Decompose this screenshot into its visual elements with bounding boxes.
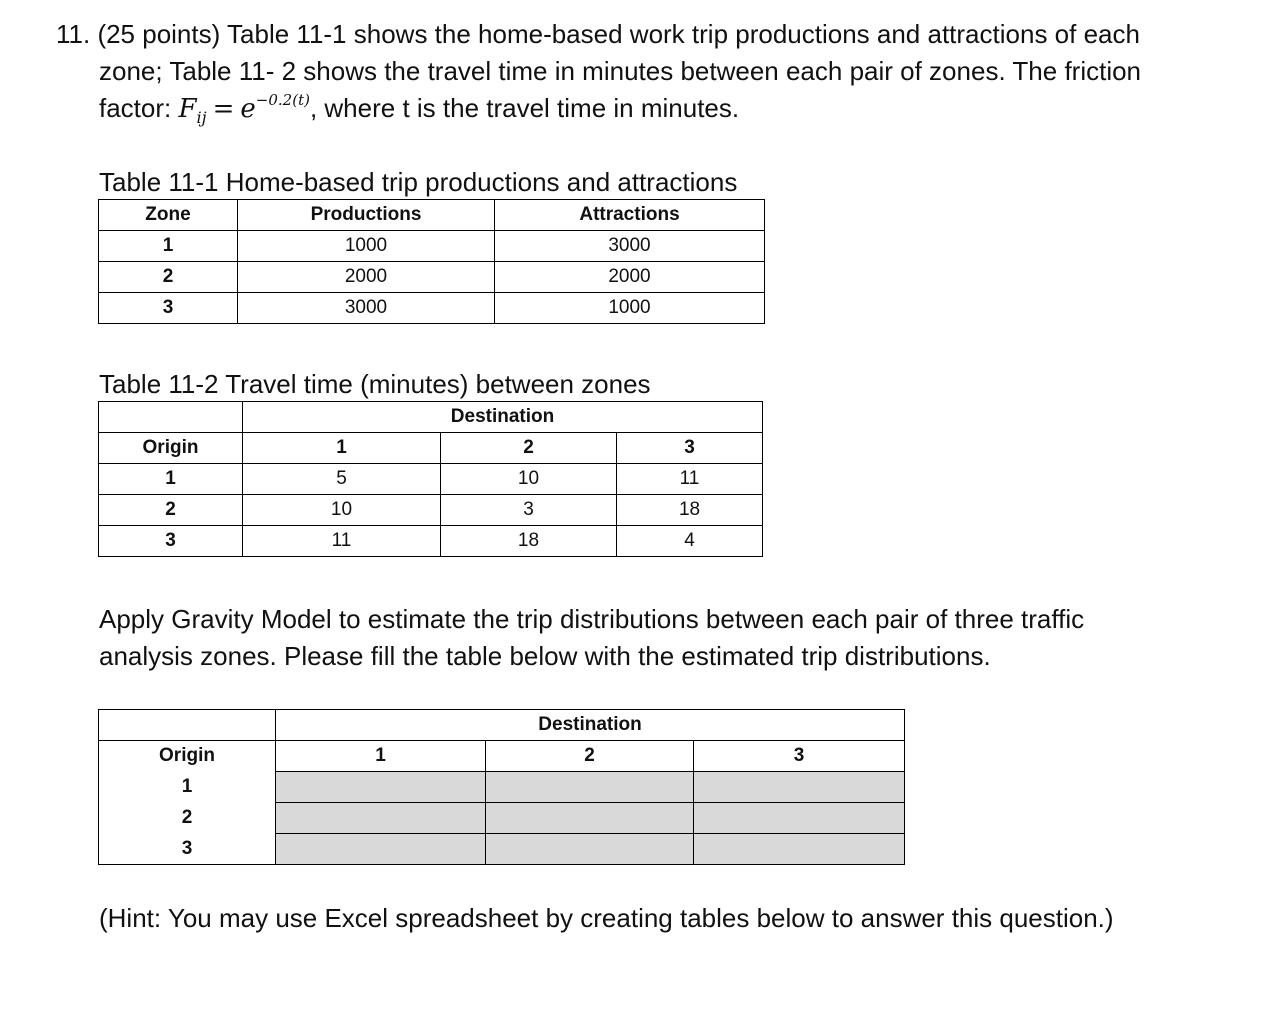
question-line-2: zone; Table 11- 2 shows the travel time in minutes between each pair of zones. The friction — [99, 56, 1142, 86]
zone-cell: 3 — [99, 293, 238, 324]
trip-distribution-answer-table — [98, 709, 905, 865]
travel-time-cell: 18 — [617, 495, 763, 526]
header-origin: Origin — [99, 741, 276, 772]
answer-cell-1-2[interactable] — [486, 772, 694, 803]
table-row — [99, 772, 905, 803]
origin-cell: 2 — [99, 803, 276, 834]
attractions-cell: 2000 — [495, 262, 765, 293]
instruction-line-1: Apply Gravity Model to estimate the trip distributions between each pair of three traffic — [99, 604, 1085, 634]
answer-cell-1-3[interactable] — [694, 772, 905, 803]
answer-cell-3-2[interactable] — [486, 834, 694, 865]
answer-cell-2-3[interactable] — [694, 803, 905, 834]
question-line-1: 11. (25 points) Table 11-1 shows the home-based work trip productions and attractions of each — [56, 19, 1140, 49]
table-row — [99, 262, 765, 293]
table-header-row — [99, 741, 905, 772]
group-header-row — [99, 402, 763, 433]
header-productions: Productions — [238, 200, 495, 231]
corner-cell — [99, 710, 276, 741]
destination-group-header: Destination — [276, 710, 905, 741]
origin-cell: 3 — [99, 834, 276, 865]
productions-cell: 2000 — [238, 262, 495, 293]
header-destination-2: 2 — [441, 433, 617, 464]
travel-time-table — [98, 401, 763, 557]
origin-cell: 1 — [99, 772, 276, 803]
attractions-cell: 1000 — [495, 293, 765, 324]
header-destination-2: 2 — [486, 741, 694, 772]
travel-time-cell: 10 — [243, 495, 441, 526]
travel-time-cell: 4 — [617, 526, 763, 557]
friction-label: factor: — [99, 93, 179, 123]
table-row — [99, 834, 905, 865]
table2-caption: Table 11-2 Travel time (minutes) between zones — [99, 369, 651, 399]
travel-time-cell: 11 — [617, 464, 763, 495]
instruction-line-2: analysis zones. Please fill the table below with the estimated trip distributions. — [99, 641, 991, 671]
table-row — [99, 231, 765, 262]
header-attractions: Attractions — [495, 200, 765, 231]
travel-time-cell: 11 — [243, 526, 441, 557]
table-row — [99, 495, 763, 526]
header-origin: Origin — [99, 433, 243, 464]
travel-time-cell: 5 — [243, 464, 441, 495]
table-row — [99, 803, 905, 834]
travel-time-cell: 10 — [441, 464, 617, 495]
corner-cell — [99, 402, 243, 433]
header-destination-1: 1 — [276, 741, 486, 772]
hint-text: (Hint: You may use Excel spreadsheet by creating tables below to answer this question.) — [99, 903, 1114, 933]
formula-exponent: −0.2(t) — [255, 91, 310, 109]
group-header-row — [99, 710, 905, 741]
formula-lhs-subscript: ij — [196, 108, 207, 127]
question-text — [56, 16, 1216, 128]
zone-cell: 1 — [99, 231, 238, 262]
answer-cell-1-1[interactable] — [276, 772, 486, 803]
destination-group-header: Destination — [243, 402, 763, 433]
answer-cell-2-2[interactable] — [486, 803, 694, 834]
table-row — [99, 464, 763, 495]
answer-cell-2-1[interactable] — [276, 803, 486, 834]
header-destination-3: 3 — [617, 433, 763, 464]
productions-cell: 1000 — [238, 231, 495, 262]
productions-cell: 3000 — [238, 293, 495, 324]
table-header-row — [99, 200, 765, 231]
table-row — [99, 526, 763, 557]
instruction-text — [99, 601, 1084, 675]
formula-base: e — [240, 94, 256, 124]
attractions-cell: 3000 — [495, 231, 765, 262]
friction-formula — [178, 91, 310, 127]
table-row — [99, 293, 765, 324]
origin-cell: 3 — [99, 526, 243, 557]
header-destination-3: 3 — [694, 741, 905, 772]
answer-cell-3-1[interactable] — [276, 834, 486, 865]
answer-cell-3-3[interactable] — [694, 834, 905, 865]
travel-time-cell: 18 — [441, 526, 617, 557]
travel-time-cell: 3 — [441, 495, 617, 526]
question-line-3 — [56, 90, 1216, 128]
origin-cell: 2 — [99, 495, 243, 526]
origin-cell: 1 — [99, 464, 243, 495]
friction-description: , where t is the travel time in minutes. — [309, 93, 740, 123]
zone-cell: 2 — [99, 262, 238, 293]
table-header-row — [99, 433, 763, 464]
formula-lhs: F — [178, 94, 197, 124]
header-destination-1: 1 — [243, 433, 441, 464]
formula-equals: = — [212, 94, 235, 124]
productions-attractions-table — [98, 199, 765, 324]
table1-caption: Table 11-1 Home-based trip productions and attractions — [99, 167, 738, 197]
header-zone: Zone — [99, 200, 238, 231]
